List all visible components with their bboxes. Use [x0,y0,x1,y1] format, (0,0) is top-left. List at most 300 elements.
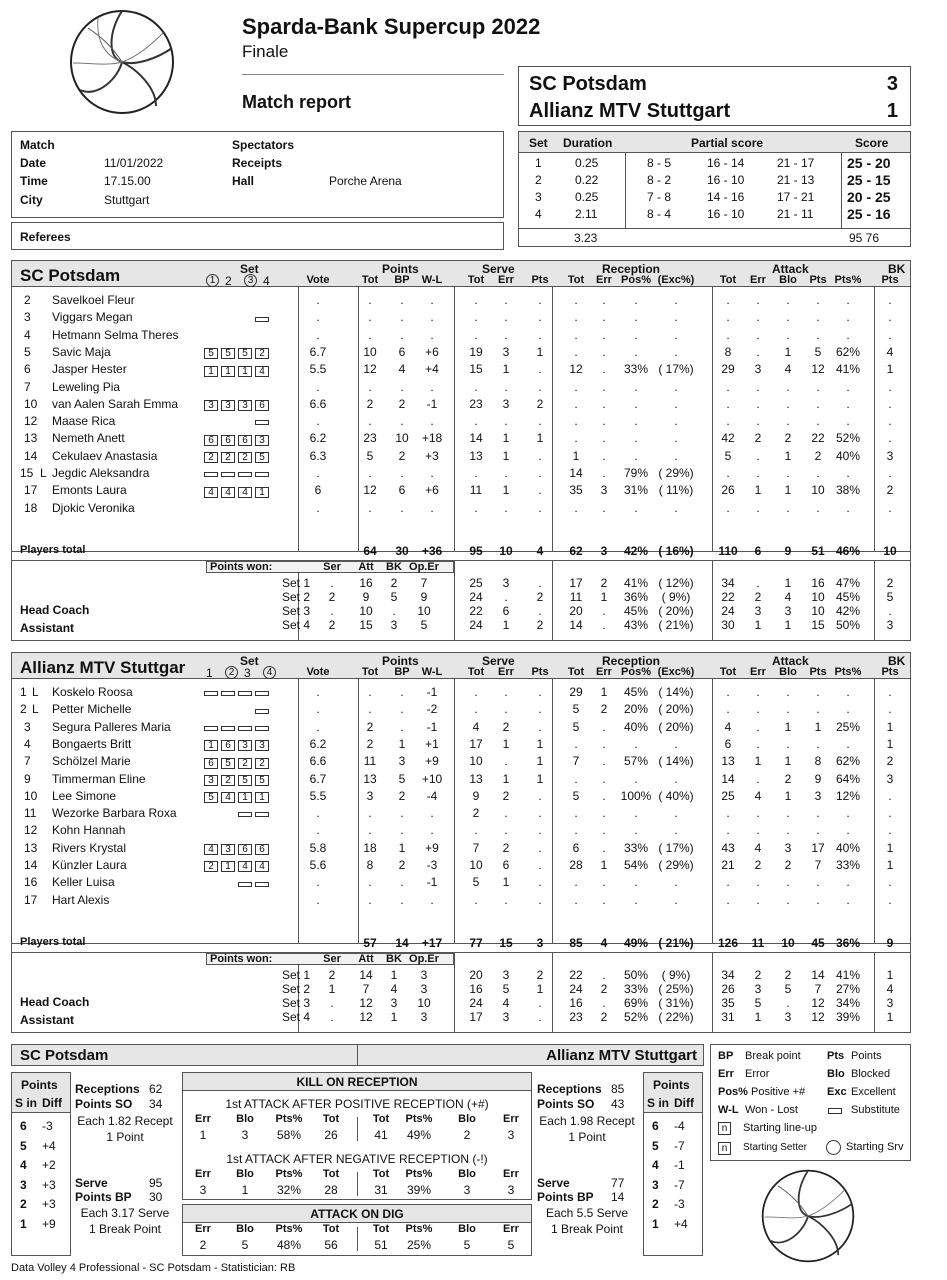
stat-ae: . [756,875,760,890]
rotation-number: 5 [652,1138,659,1153]
stat-se: 1 [502,875,510,890]
stat-rx: ( 17%) [658,362,694,377]
stat-at: 25 [721,788,735,803]
lineup-position-box: 5 [204,792,218,803]
stat-re: . [602,327,606,342]
lineup-position-box: 2 [221,775,235,786]
setstat-se: 5 [502,982,510,996]
stat-ab: 1 [784,788,792,803]
stat-ae: . [756,719,760,734]
stat-rp: 20% [623,702,649,717]
setstat-bk: 1 [390,968,398,982]
rotation-diff: +3 [42,1177,56,1192]
kill-value: 32% [276,1183,302,1197]
stat-wl: +6 [425,483,439,498]
stat-rt: . [574,806,578,821]
stat-bk: 1 [886,719,894,734]
setstat-se: 3 [502,968,510,982]
player-number: 13 [24,431,38,446]
kill-col-label: Err [503,1168,519,1180]
column-divider [454,952,455,1032]
set-number: 4 [535,207,542,221]
starting-srv-circle-icon: 2 [225,666,238,679]
total-ap: 51 [811,544,825,558]
column-divider [874,560,875,640]
stat-se: 1 [502,362,510,377]
stat-re: 1 [600,685,608,699]
stat-at: 13 [721,754,735,769]
kill-col-label: Pts% [405,1168,433,1180]
col-vote: Vote [306,274,330,286]
rotation-number: 2 [20,1197,27,1211]
stat-ae: 4 [754,840,762,855]
stat-v: . [316,293,320,307]
column-divider [874,952,875,1032]
stat-ab: . [786,414,790,429]
team2-rotation-box [643,1072,703,1256]
setstat-ser: . [330,604,334,618]
stat-sp: . [538,448,542,463]
legend-desc: Points [851,1050,882,1062]
player-name: Wezorke Barbara Roxa [52,806,177,821]
stat-rx: ( 14%) [658,754,694,769]
stat-se: 1 [502,483,510,498]
setstat-apc: 27% [835,982,861,996]
stat-tot: 10 [363,344,377,359]
stat-ap: . [816,293,820,307]
player-sets [204,363,272,377]
stat-bk: . [888,293,892,307]
rot2-diff-label: Diff [674,1096,694,1110]
col-pts: Pts [809,274,827,286]
stat-rt: 5 [572,702,580,717]
legend-abbr: Pos% [718,1086,748,1098]
stat-se: 6 [502,858,510,872]
setstat-bk2: 3 [886,996,894,1010]
col-set: Set [240,654,259,668]
rotation-number: 3 [20,1177,27,1192]
stat-bk: . [888,806,892,821]
player-sets [204,703,272,717]
volleyball-footer-icon [760,1168,856,1264]
setstat-sp: 2 [536,618,544,632]
set-partial-3: 17 - 21 [777,190,815,204]
substitute-box [238,882,252,887]
team1-sideout-summary [75,1082,175,1242]
player-number: 17 [24,483,38,498]
legend-abbr: Blo [827,1068,845,1080]
stat-bk: 3 [886,448,894,463]
setstat-label: Set 3 [282,604,311,618]
stat-ae: . [756,448,760,463]
total-apc: 36% [835,936,861,950]
player-number: 3 [24,310,31,325]
stat-bk: 1 [886,736,894,751]
stat-wl: +6 [425,344,439,359]
stat-sp: . [538,875,542,890]
setstat-bk2: 2 [886,576,894,590]
stat-wl: . [430,414,434,429]
stat-rp: . [634,327,638,342]
stat-re: . [602,892,606,907]
player-sets [204,721,272,735]
player-sets [204,346,272,360]
stat-bk: 1 [886,362,894,377]
stat-se: . [504,293,508,307]
setstat-se: 3 [502,1010,510,1024]
stat-at: . [726,875,730,890]
total-rp: 49% [623,936,649,950]
setstat-bk2: 1 [886,1010,894,1024]
stat-rt: . [574,892,578,907]
kill-value: 28 [324,1183,338,1197]
stat-re: . [602,293,606,307]
stat-at: . [726,310,730,325]
stat-re: . [602,823,606,838]
setstat-re: 2 [600,1010,608,1024]
stat-sp: . [538,293,542,307]
stat-rx: ( 29%) [658,466,694,480]
stat-wl: . [430,500,434,515]
stat-rt: 6 [572,840,580,855]
setstat-at: 31 [721,1010,735,1024]
stat-bp: . [400,379,404,394]
stat-wl: +4 [425,362,439,377]
total-se: 15 [499,936,513,950]
setstat-ae: 1 [754,1010,762,1024]
stat-apc: . [846,396,850,411]
stat-se: 1 [502,431,510,446]
column-divider [454,287,455,551]
stat-wl: +1 [425,736,439,751]
stat-ae: . [756,327,760,342]
stat-ab: . [786,327,790,342]
lineup-position-box: 1 [238,792,252,803]
stat-se: . [504,892,508,907]
stat-ae: . [756,806,760,821]
points-won-label: Points won: [210,561,273,573]
stat-rx: . [674,344,678,359]
stat-at: . [726,396,730,411]
stat-ap: . [816,500,820,515]
sets-col-duration: Duration [563,136,613,150]
setstat-at: 30 [721,618,735,632]
setstat-bk2: . [888,604,892,618]
stat-v: 6.6 [309,396,327,411]
setstat-op: 7 [420,576,428,590]
lineup-position-box: 6 [221,740,235,751]
stat-rt: . [574,310,578,325]
legend-lineup: Starting line-up [743,1122,817,1134]
lineup-position-box: 4 [238,487,252,498]
stat-bp: . [400,310,404,325]
setstat-rt: 20 [569,604,583,618]
stat-sp: . [538,310,542,325]
setstat-ab: 1 [784,618,792,632]
rot2-points-label: Points [653,1078,690,1092]
setstat-ae: . [756,576,760,590]
player-sets [204,484,272,498]
stat-at: 42 [721,431,735,446]
col-group-reception: Reception [602,654,661,668]
result-team1: SC Potsdam [529,73,647,95]
setstat-rx: ( 12%) [658,576,694,590]
stat-bp: . [400,414,404,429]
col-wl: W-L [421,274,443,286]
stat-v: 6.2 [309,431,327,446]
stat-re: . [602,362,606,377]
lineup-position-box: 3 [221,400,235,411]
stat-rt: . [574,500,578,515]
spectators-label: Spectators [232,138,295,152]
setstat-label: Set 1 [282,968,311,982]
stat-ap: . [816,736,820,751]
lineup-position-box: 6 [238,435,252,446]
stat-v: 6.3 [309,448,327,463]
substitute-box [221,691,235,696]
stat-sp: . [538,806,542,821]
stat-re: . [602,448,606,463]
player-number: 4 [24,327,31,342]
setstat-se: . [504,590,508,604]
total-sp: 4 [536,544,544,558]
stat-bk: 2 [886,754,894,769]
t2-each-serve: Each 5.5 Serve [545,1206,629,1220]
setstat-ae: 2 [754,590,762,604]
stat-at: 14 [721,771,735,786]
stat-wl: -1 [426,396,438,411]
rotation-diff: -1 [674,1158,685,1172]
stat-tot: . [368,310,372,325]
setstat-sp: 2 [536,590,544,604]
t1-each-serve: Each 3.17 Serve [80,1206,170,1220]
substitute-box [255,691,269,696]
stat-tot: . [368,892,372,907]
referees-box [11,222,504,250]
stat-apc: . [846,806,850,821]
stat-rp: . [634,771,638,786]
stat-at: . [726,806,730,821]
legend-desc: Won - Lost [745,1104,798,1116]
lineup-position-box: 3 [238,400,252,411]
setstat-ae: 1 [754,618,762,632]
stat-ap: 5 [814,344,822,359]
setstat-ser: 2 [328,618,336,632]
stat-rx: ( 40%) [658,788,694,803]
total-points: 95 76 [849,231,880,245]
kill-col-label: Tot [372,1113,390,1125]
rotation-number: 3 [652,1177,659,1192]
t1-one-point: 1 Point [106,1130,144,1144]
stat-wl: . [430,466,434,480]
starting-srv-circle-icon: 3 [244,274,257,287]
player-number: 17 [24,892,38,907]
column-divider [874,287,875,551]
stat-wl: +3 [425,448,439,463]
setstat-apc: 45% [835,590,861,604]
set-score: 20 - 25 [847,189,891,205]
stat-tot: 2 [366,736,374,751]
player-sets [204,859,272,873]
setstat-rp: 43% [623,618,649,632]
stat-tot: 3 [366,788,374,803]
setstat-att: 12 [359,996,373,1010]
time-label: Time [20,174,48,188]
stat-rt: . [574,771,578,786]
summary-header [11,1044,704,1066]
stat-tot: . [368,379,372,394]
stat-rx: ( 14%) [658,685,694,699]
kill-value: 41 [374,1128,388,1142]
set-score: 25 - 15 [847,172,891,188]
stat-bk: . [888,414,892,429]
result-box [518,66,911,126]
stat-rt: 29 [569,685,583,699]
stat-ab: 1 [784,719,792,734]
stat-apc: . [846,702,850,717]
stat-tot: 23 [363,431,377,446]
setstat-rx: ( 9%) [661,590,691,604]
stat-tot: . [368,685,372,699]
rotation-number: 4 [652,1158,659,1172]
stat-v: 6 [314,483,322,498]
stat-wl: +9 [425,754,439,769]
stat-wl: . [430,823,434,838]
libero-mark: L [32,685,39,699]
set-number: 3 [535,190,542,204]
stat-bp: 6 [398,483,406,498]
stat-ae: . [756,771,760,786]
player-name: Savelkoel Fleur [52,293,135,307]
stat-ab: 1 [784,754,792,769]
total-at: 126 [717,936,739,950]
stat-v: 6.6 [309,754,327,769]
stat-bk: . [888,327,892,342]
player-sets [204,686,272,700]
column-divider [712,952,713,1032]
team1-rotation-box [11,1072,71,1256]
setstat-ap: 12 [811,996,825,1010]
setstat-ab: . [786,996,790,1010]
setstat-st: 16 [469,982,483,996]
kill-value: 2 [463,1128,471,1142]
stat-ap: . [816,379,820,394]
lineup-position-box: 5 [238,775,252,786]
total-re: 4 [600,936,608,950]
substitute-box [255,882,269,887]
setstat-at: 34 [721,968,735,982]
stat-se: . [504,823,508,838]
stat-sp: . [538,414,542,429]
stat-se: . [504,754,508,769]
stat-tot: . [368,466,372,480]
substitute-box [255,472,269,477]
stat-rx: ( 20%) [658,719,694,734]
stat-rp: 57% [623,754,649,769]
setstat-bk2: 1 [886,968,894,982]
t1-pso-label: Points SO [75,1097,133,1111]
stat-at: . [726,892,730,907]
stat-bk: . [888,396,892,411]
setstat-bk2: 5 [886,590,894,604]
stat-tot: . [368,702,372,717]
setstat-label: Set 2 [282,590,311,604]
stat-st: 13 [469,771,483,786]
stat-wl: . [430,327,434,342]
col-err: Err [750,274,766,286]
kill-col-label: Tot [372,1168,390,1180]
stat-wl: +10 [421,771,443,786]
stat-v: . [316,719,320,734]
stat-ab: . [786,500,790,515]
rotation-number: 2 [652,1197,659,1211]
player-name: Nemeth Anett [52,431,125,446]
stat-wl: -2 [426,702,438,717]
stat-ae: 1 [754,483,762,498]
t2-pbp: 14 [611,1190,625,1204]
stat-bk: . [888,466,892,480]
lineup-position-box: 1 [204,366,218,377]
setstat-rp: 36% [623,590,649,604]
rotation-number: 1 [20,1216,27,1231]
player-number: 11 [24,806,37,821]
rot-diff-label: Diff [42,1096,62,1110]
sets-table [518,131,911,247]
set-number: 1 [535,156,542,170]
stat-v: 5.5 [309,362,327,377]
stat-at: 8 [724,344,732,359]
stat-ae: . [756,500,760,515]
set-score: 25 - 20 [847,155,891,171]
column-divider [552,952,553,1032]
total-wl: +17 [421,936,443,950]
setstat-op: 10 [417,604,431,618]
setstat-rp: 45% [623,604,649,618]
stat-ap: . [816,327,820,342]
stat-bp: . [400,293,404,307]
stat-apc: 38% [835,483,861,498]
stat-ab: 2 [784,771,792,786]
setstat-sp: 2 [536,968,544,982]
total-rx: ( 16%) [658,544,694,558]
col-tot: Tot [361,274,379,286]
player-sets [204,842,272,856]
stat-ap: 9 [814,771,822,786]
col-set: Set [240,262,259,276]
stat-ap: 7 [814,858,822,872]
setstat-op: 3 [420,982,428,996]
player-name: Kohn Hannah [52,823,126,838]
stat-re: . [602,466,606,480]
col-ptsp: Pts% [834,666,862,678]
setstat-bk: 3 [390,618,398,632]
stat-rp: . [634,806,638,821]
player-name: Timmerman Eline [52,771,146,786]
stat-rt: 28 [569,858,583,872]
lineup-position-box: 1 [221,366,235,377]
libero-mark: L [40,466,47,480]
stat-se: 2 [502,719,510,734]
col-err: Err [596,274,612,286]
player-number: 7 [24,754,31,769]
stat-bk: 1 [886,858,894,872]
stat-ae: 3 [754,362,762,377]
stat-wl: -1 [426,685,438,699]
lineup-position-box: 2 [255,758,269,769]
lineup-position-box: 2 [221,452,235,463]
lineup-position-box: 3 [255,740,269,751]
stat-at: . [726,466,730,480]
